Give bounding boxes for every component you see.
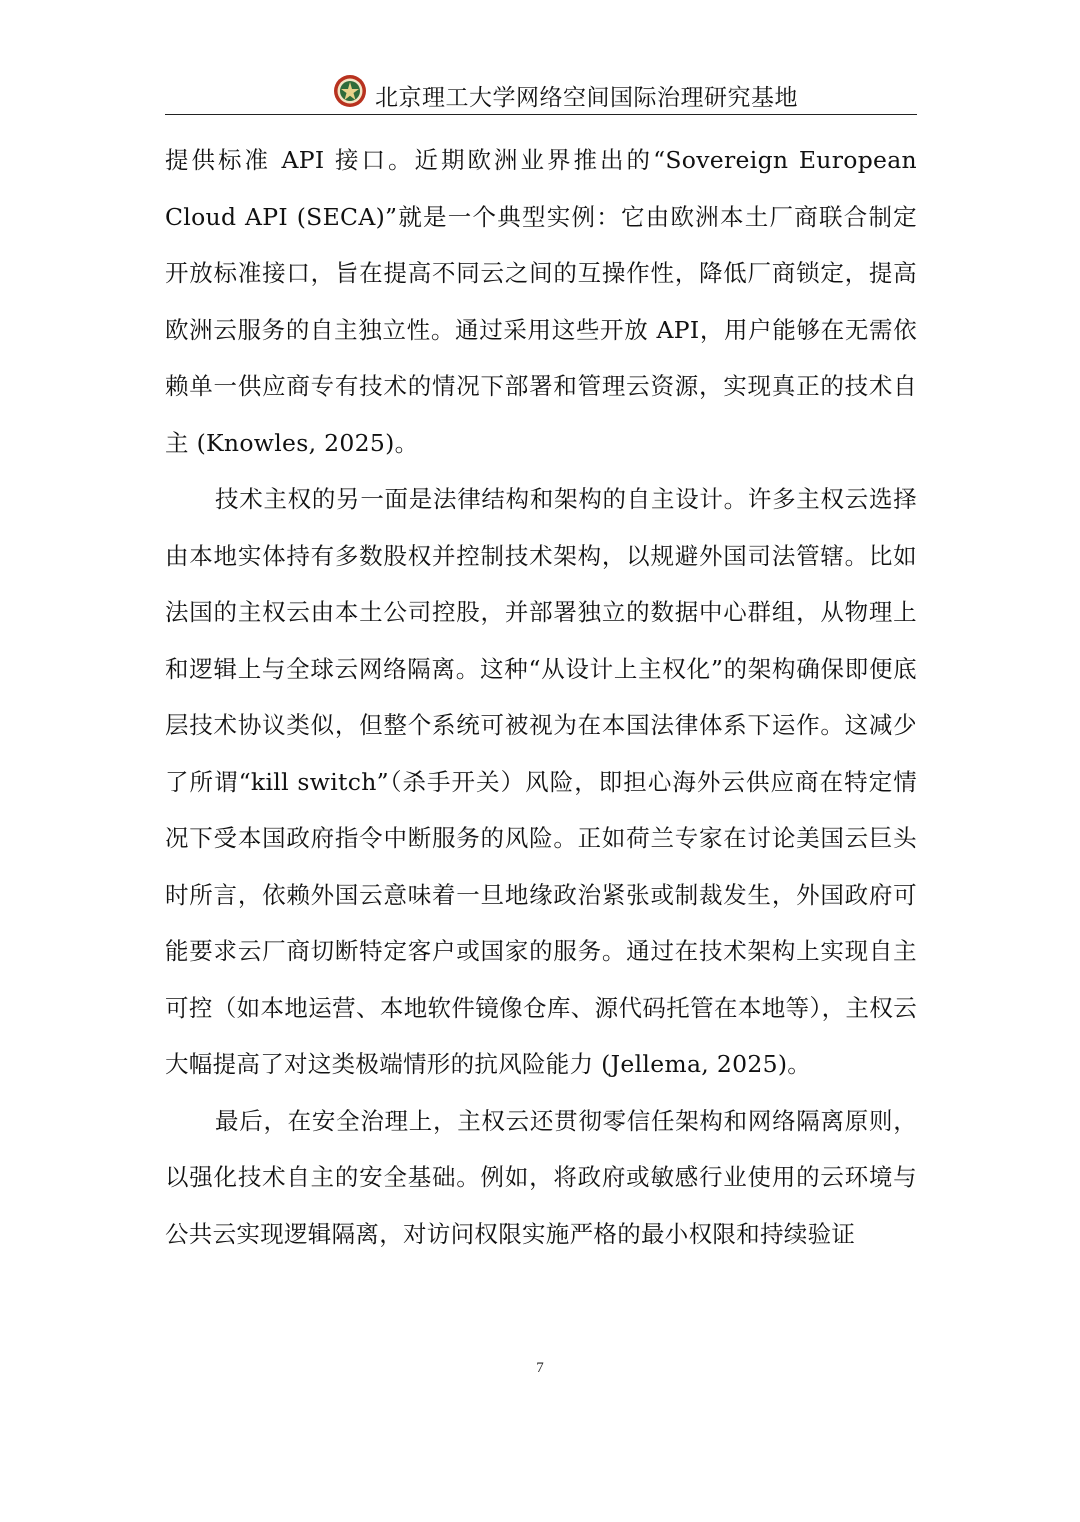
- paragraph-3: 最后，在安全治理上，主权云还贯彻零信任架构和网络隔离原则，以强化技术自主的安全基础。例如，将政府或敏感行业使用的云环境与公共云实现逻辑隔离，对访问权限实施严格的最小权限和持续验证: [165, 1106, 917, 1248]
- paragraph-1: 提供标准 API 接口。近期欧洲业界推出的“Sovereign European Cloud API (SECA)”就是一个典型实例：它由欧洲本土厂商联合制定开放标准接口，旨在提高不同云之间的互操作性，降低厂商锁定，提高欧洲云服务的自主独立性。通过采用这些开放 API，用户能够在无需依赖单一供应商专有技术的情况下部署和管理云资源，实现真正的技术自主 (Knowles, 2025)。: [165, 146, 917, 457]
- page-header: [165, 70, 917, 116]
- paragraph-2: 技术主权的另一面是法律结构和架构的自主设计。许多主权云选择由本地实体持有多数股权并控制技术架构，以规避外国司法管辖。比如法国的主权云由本土公司控股，并部署独立的数据中心群组，从物理上和逻辑上与全球云网络隔离。这种“从设计上主权化”的架构确保即便底层技术协议类似，但整个系统可被视为在本国法律体系下运作。这减少了所谓“kill switch”（杀手开关）风险，即担心海外云供应商在特定情况下受本国政府指令中断服务的风险。正如荷兰专家在讨论美国云巨头时所言，依赖外国云意味着一旦地缘政治紧张或制裁发生，外国政府可能要求云厂商切断特定客户或国家的服务。通过在技术架构上实现自主可控（如本地运营、本地软件镜像仓库、源代码托管在本地等），主权云大幅提高了对这类极端情形的抗风险能力 (Jellema, 2025)。: [165, 485, 917, 1078]
- document-body: [165, 132, 917, 1262]
- header-title: 北京理工大学网络空间国际治理研究基地: [375, 85, 798, 111]
- university-seal-icon: [333, 74, 367, 108]
- page-number: 7: [536, 1360, 544, 1376]
- header-divider: [165, 114, 917, 115]
